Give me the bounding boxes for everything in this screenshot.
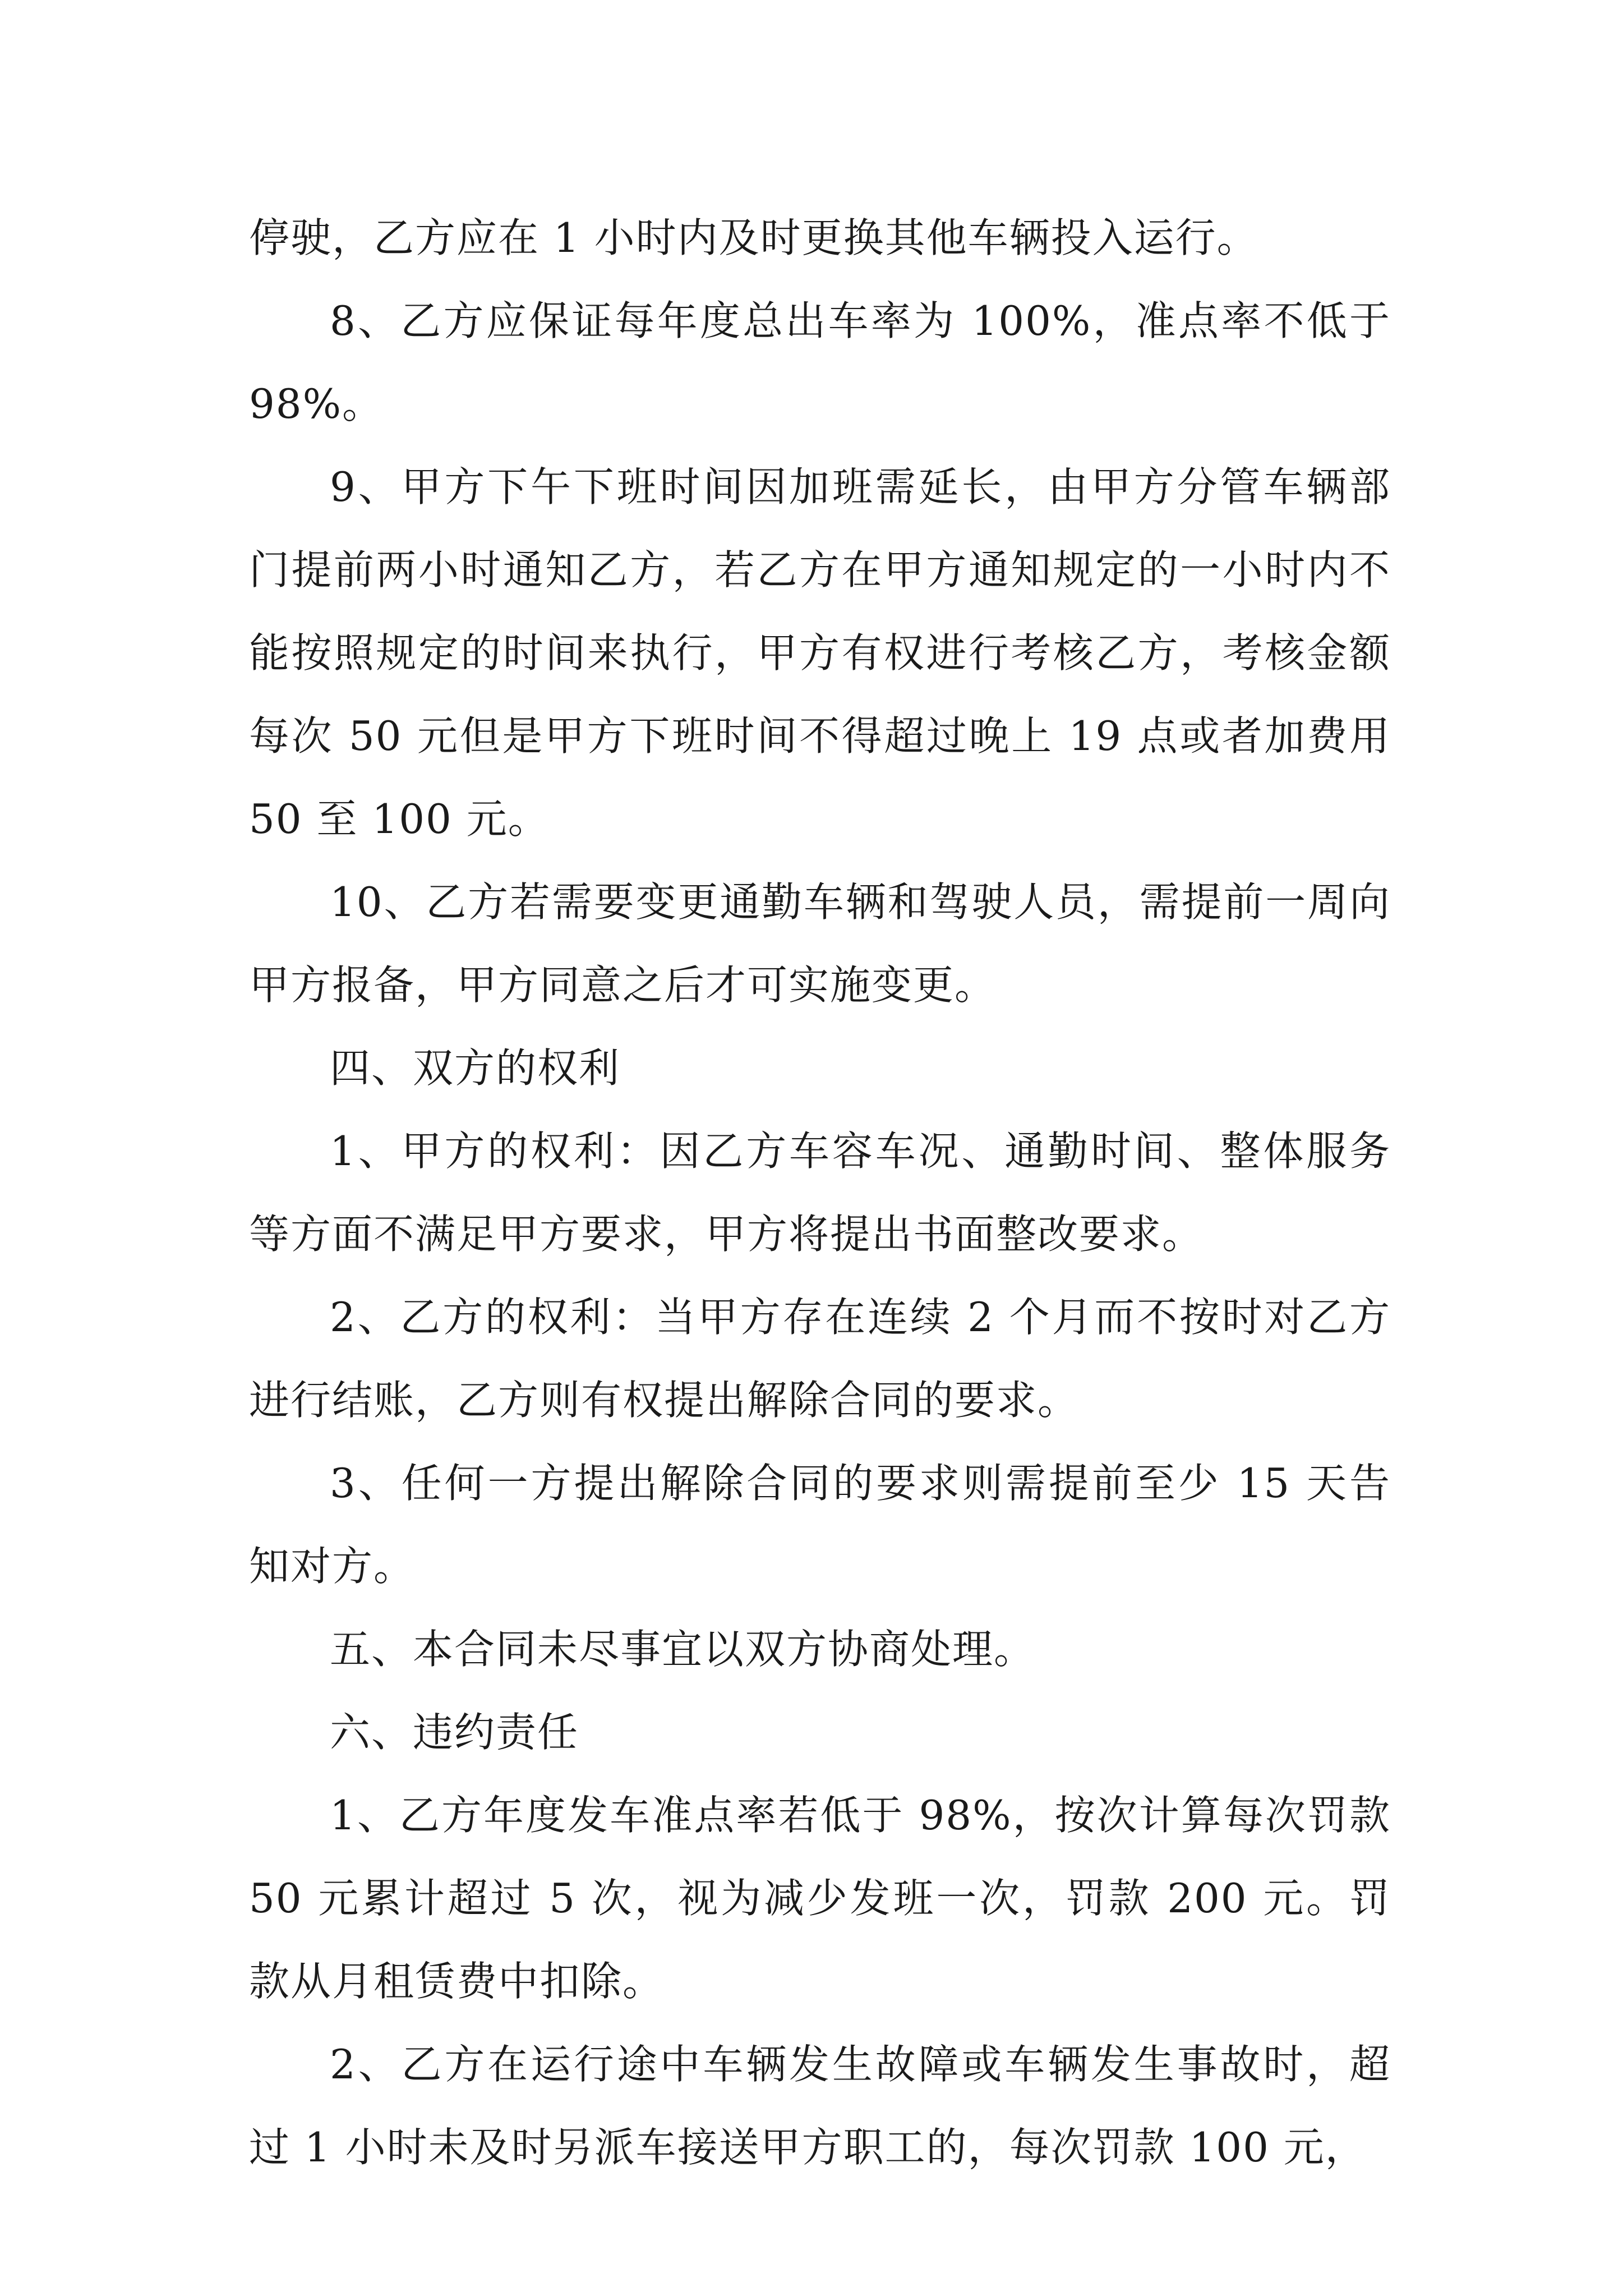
section-heading-liability: 六、违约责任 bbox=[330, 1709, 579, 1756]
section-heading-rights: 四、双方的权利 bbox=[330, 1045, 621, 1092]
paragraph-liability-1: 1、乙方年度发车准点率若低于 98%，按次计算每次罚款 50 元累计超过 5 次，视为减少发班一次，罚款 200 元。罚款从月租赁费中扣除。 bbox=[249, 1792, 1391, 2005]
paragraph-item-9: 9、甲方下午下班时间因加班需延长，由甲方分管车辆部门提前两小时通知乙方，若乙方在甲方通知规定的一小时内不能按照规定的时间来执行，甲方有权进行考核乙方，考核金额每次 50 元但是甲方下班时间不得超过晚上 19 点或者加费用 50 至 100 元。 bbox=[249, 463, 1391, 843]
document-body bbox=[249, 196, 1391, 2189]
paragraph-liability-2: 2、乙方在运行途中车辆发生故障或车辆发生事故时，超过 1 小时未及时另派车接送甲方职工的，每次罚款 100 元， bbox=[249, 2041, 1391, 2171]
paragraph-continuation: 停驶，乙方应在 1 小时内及时更换其他车辆投入运行。 bbox=[249, 214, 1258, 261]
paragraph-rights-1: 1、甲方的权利：因乙方车容车况、通勤时间、整体服务等方面不满足甲方要求，甲方将提出书面整改要求。 bbox=[249, 1128, 1391, 1258]
paragraph-rights-3: 3、任何一方提出解除合同的要求则需提前至少 15 天告知对方。 bbox=[249, 1460, 1391, 1590]
paragraph-item-10: 10、乙方若需要变更通勤车辆和驾驶人员，需提前一周向甲方报备，甲方同意之后才可实施变更。 bbox=[249, 878, 1391, 1009]
section-heading-unresolved-matters: 五、本合同未尽事宜以双方协商处理。 bbox=[330, 1626, 1036, 1673]
paragraph-rights-2: 2、乙方的权利：当甲方存在连续 2 个月而不按时对乙方进行结账，乙方则有权提出解除合同的要求。 bbox=[249, 1294, 1391, 1424]
paragraph-item-8: 8、乙方应保证每年度总出车率为 100%，准点率不低于 98%。 bbox=[249, 297, 1391, 427]
